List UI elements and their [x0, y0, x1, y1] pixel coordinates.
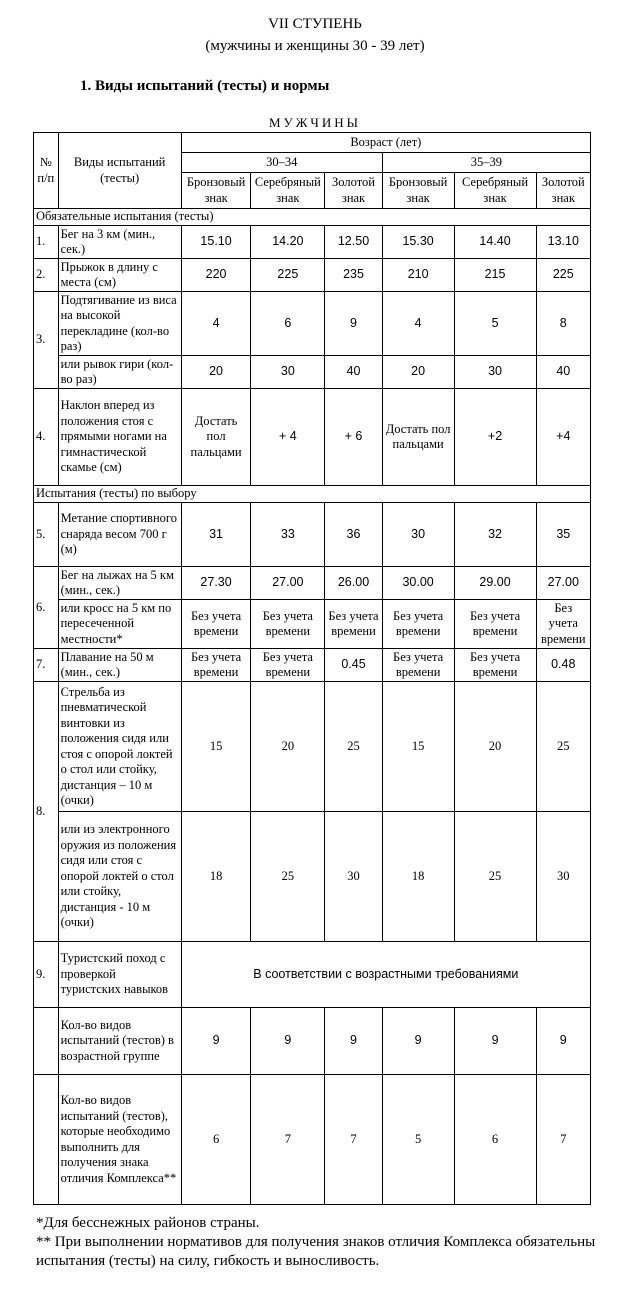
- header-gold: Золотой знак: [325, 173, 382, 209]
- header-tests: Виды испытаний (тесты): [58, 133, 181, 209]
- table-row: или рывок гири (кол-во раз) 20 30 40 20 30 40: [34, 356, 591, 389]
- table-row: 8. Стрельба из пневматической винтовки из положения сидя или стоя с опорой локтей о стол или стойку, дистанция – 10 м (очки) 15 20 25 15 20 25: [34, 682, 591, 812]
- table-row: 5. Метание спортивного снаряда весом 700 г (м) 31 33 36 30 32 35: [34, 503, 591, 567]
- header-bronze: Бронзовый знак: [181, 173, 251, 209]
- header-silver: Серебряный знак: [454, 173, 536, 209]
- table-row: 9. Туристский поход с проверкой туристских навыков В соответствии с возрастными требованиями: [34, 942, 591, 1008]
- table-row: Кол-во видов испытаний (тестов), которые необходимо выполнить для получения знака отличия Комплекса** 6 7 7 5 6 7: [34, 1075, 591, 1205]
- table-row: 3. Подтягивание из виса на высокой перекладине (кол-во раз) 4 6 9 4 5 8: [34, 292, 591, 356]
- table-row: 4. Наклон вперед из положения стоя с прямыми ногами на гимнастической скамье (см) Достать пол пальцами + 4 + 6 Достать пол пальцами +2 +4: [34, 389, 591, 486]
- mandatory-section-label: Обязательные испытания (тесты): [34, 209, 591, 226]
- table-row: или из электронного оружия из положения сидя или стоя с опорой локтей о стол или стойку, дистанция - 10 м (очки) 18 25 30 18 25 30: [34, 812, 591, 942]
- header-group-35-39: 35–39: [382, 153, 590, 173]
- header-bronze: Бронзовый знак: [382, 173, 454, 209]
- table-caption: МУЖЧИНЫ: [269, 115, 361, 130]
- table-row: 7. Плавание на 50 м (мин., сек.) Без учета времени Без учета времени 0.45 Без учета времени Без учета времени 0.48: [34, 649, 591, 682]
- page-subtitle: (мужчины и женщины 30 - 39 лет): [205, 38, 425, 54]
- header-gold: Золотой знак: [536, 173, 590, 209]
- section-title: 1. Виды испытаний (тесты) и нормы: [80, 78, 330, 94]
- norms-table: [33, 132, 591, 1205]
- footnote-2: ** При выполнении нормативов для получения знаков отличия Комплекса обязательны испытания (тесты) на силу, гибкость и выносливость.: [36, 1234, 596, 1269]
- footnote-1: *Для бесснежных районов страны.: [36, 1215, 260, 1231]
- footnotes: [36, 1214, 626, 1271]
- header-group-30-34: 30–34: [181, 153, 382, 173]
- optional-section-label: Испытания (тесты) по выбору: [34, 486, 591, 503]
- table-row: 2. Прыжок в длину с места (см) 220 225 235 210 215 225: [34, 259, 591, 292]
- header-age: Возраст (лет): [181, 133, 590, 153]
- table-row: 1. Бег на 3 км (мин., сек.) 15.10 14.20 12.50 15.30 14.40 13.10: [34, 226, 591, 259]
- header-num: № п/п: [34, 133, 59, 209]
- merged-requirement: В соответствии с возрастными требованиями: [181, 942, 590, 1008]
- table-row: Кол-во видов испытаний (тестов) в возрастной группе 9 9 9 9 9 9: [34, 1008, 591, 1075]
- header-silver: Серебряный знак: [251, 173, 325, 209]
- page-title: VII СТУПЕНЬ: [268, 16, 362, 32]
- table-row: 6. Бег на лыжах на 5 км (мин., сек.) 27.30 27.00 26.00 30.00 29.00 27.00: [34, 567, 591, 600]
- table-row: или кросс на 5 км по пересеченной местности* Без учета времени Без учета времени Без учета времени Без учета времени Без учета времени Без учета времени: [34, 600, 591, 649]
